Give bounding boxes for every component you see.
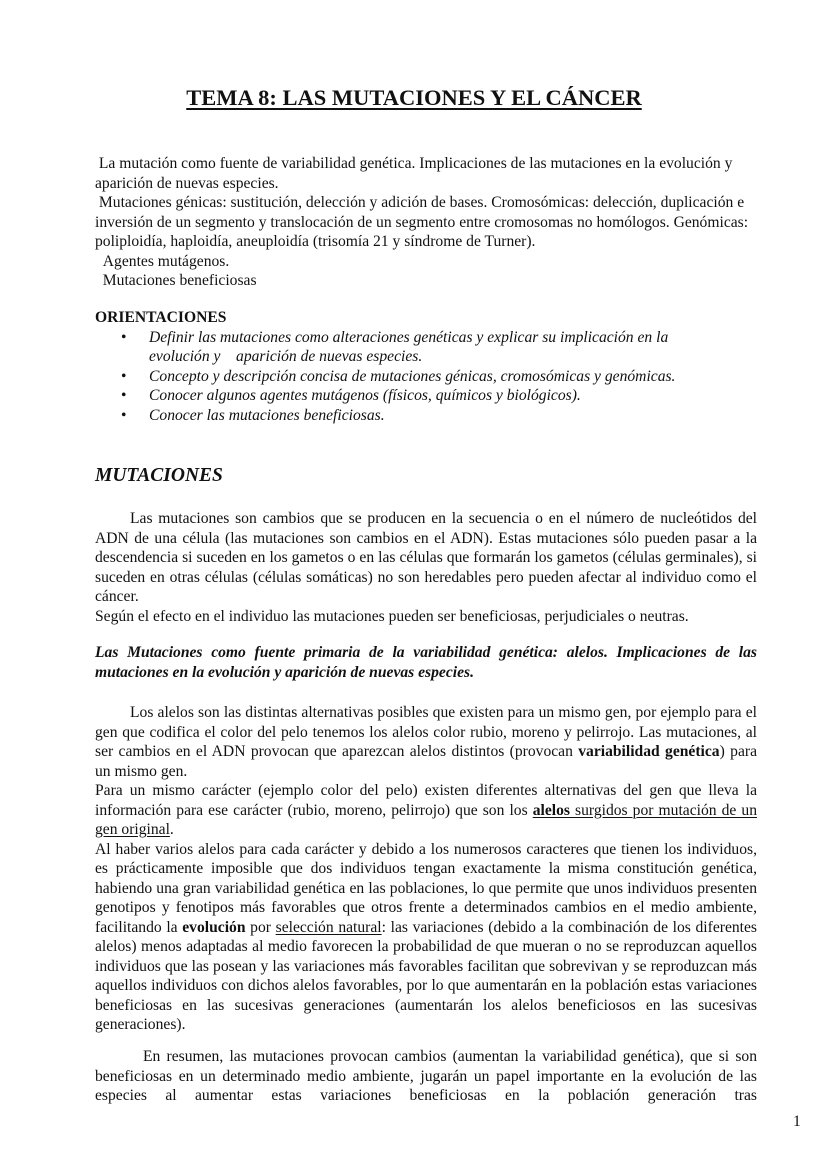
orientaciones-list bbox=[95, 328, 757, 426]
intro-line: Mutaciones beneficiosas bbox=[95, 272, 257, 289]
paragraph: En resumen, las mutaciones provocan cambios (aumentan la variabilidad genética), que si son beneficiosas en un determinado medio ambiente, jugarán un papel importante en la evolución de las especies al aumentar estas variaciones beneficiosas en la población generación tras bbox=[95, 1048, 757, 1104]
subsection-body bbox=[95, 703, 757, 1035]
intro-line: La mutación como fuente de variabilidad genética. Implicaciones de las mutaciones en la evolución y aparición de nuevas especies. bbox=[95, 155, 737, 192]
bullet-icon: • bbox=[121, 367, 127, 385]
bullet-icon: • bbox=[121, 328, 127, 346]
list-item: • Conocer las mutaciones beneficiosas. bbox=[121, 406, 385, 424]
paragraph: Para un mismo carácter (ejemplo color del pelo) existen diferentes alternativas del gen que lleva la información para ese carácter (rubio, moreno, pelirrojo) que son los alelos surgidos por mutación de un gen original. bbox=[95, 782, 757, 838]
orientaciones-heading: ORIENTACIONES bbox=[95, 309, 227, 326]
bullet-icon: • bbox=[121, 406, 127, 424]
section-heading: MUTACIONES bbox=[95, 465, 223, 486]
mutaciones-body bbox=[95, 509, 757, 626]
paragraph: Al haber varios alelos para cada carácter y debido a los numerosos caracteres que tienen los individuos, es prácticamente imposible que dos individuos tengan exactamente la misma constitución genética, habiendo una gran variabilidad genética en las poblaciones, lo que permite que unos individuos presenten genotipos y fenotipos más favorables que otros frente a determinados cambios en el medio ambiente, facilitando la evolución por selección natural: las variaciones (debido a la combinación de los diferentes alelos) menos adaptadas al medio favorecen la probabilidad de que mueran o no se reproduzcan aquellos individuos que las posean y las variaciones más favorables facilitan que sobrevivan y se reproduzcan más aquellos individuos con dichos alelos favorables, por lo que aumentarán en la población estas variaciones beneficiosas en las sucesivas generaciones (aumentarán los alelos beneficiosos en las sucesivas generaciones). bbox=[95, 840, 757, 1033]
page-title: TEMA 8: LAS MUTACIONES Y EL CÁNCER bbox=[186, 85, 642, 110]
orientaciones-section bbox=[95, 308, 757, 425]
intro-block bbox=[95, 154, 757, 291]
paragraph: Según el efecto en el individuo las mutaciones pueden ser beneficiosas, perjudiciales o neutras. bbox=[95, 607, 689, 625]
subsection-heading: Las Mutaciones como fuente primaria de la variabilidad genética: alelos. Implicaciones de las mutaciones en la evolución y aparición de nuevas especies. bbox=[95, 644, 757, 681]
list-item: • Concepto y descripción concisa de mutaciones génicas, cromosómicas y genómicas. bbox=[121, 367, 676, 385]
intro-line: Mutaciones génicas: sustitución, delección y adición de bases. Cromosómicas: delección, duplicación e inversión de un segmento y translocación de un segmento entre cromosomas no homólogos. Genómicas: poliploidía, haploidía, aneuploidía (trisomía 21 y síndrome de Turner). bbox=[95, 194, 752, 250]
list-item: • Definir las mutaciones como alteraciones genéticas y explicar su implicación en la evolución y aparición de nuevas especies. bbox=[121, 328, 673, 365]
intro-line: Agentes mutágenos. bbox=[95, 252, 230, 270]
list-item: • Conocer algunos agentes mutágenos (físicos, químicos y biológicos). bbox=[121, 387, 581, 404]
paragraph: Los alelos son las distintas alternativas posibles que existen para un mismo gen, por ejemplo para el gen que codifica el color del pelo tenemos los alelos color rubio, moreno y pelirrojo. Las mutaciones, al ser cambios en el ADN provocan que aparezcan alelos distintos (provocan variabilidad genética) para un mismo gen. bbox=[95, 704, 757, 780]
paragraph: Las mutaciones son cambios que se producen en la secuencia o en el número de nucleótidos del ADN de una célula (las mutaciones son cambios en el ADN). Estas mutaciones sólo pueden pasar a la descendencia si suceden en los gametos o en las células que formarán los gametos (células germinales), si suceden en otras células (células somáticas) no son heredables pero pueden afectar al individuo como el cáncer. bbox=[95, 510, 757, 605]
bullet-icon: • bbox=[121, 387, 127, 404]
page-number: 1 bbox=[793, 1113, 801, 1130]
